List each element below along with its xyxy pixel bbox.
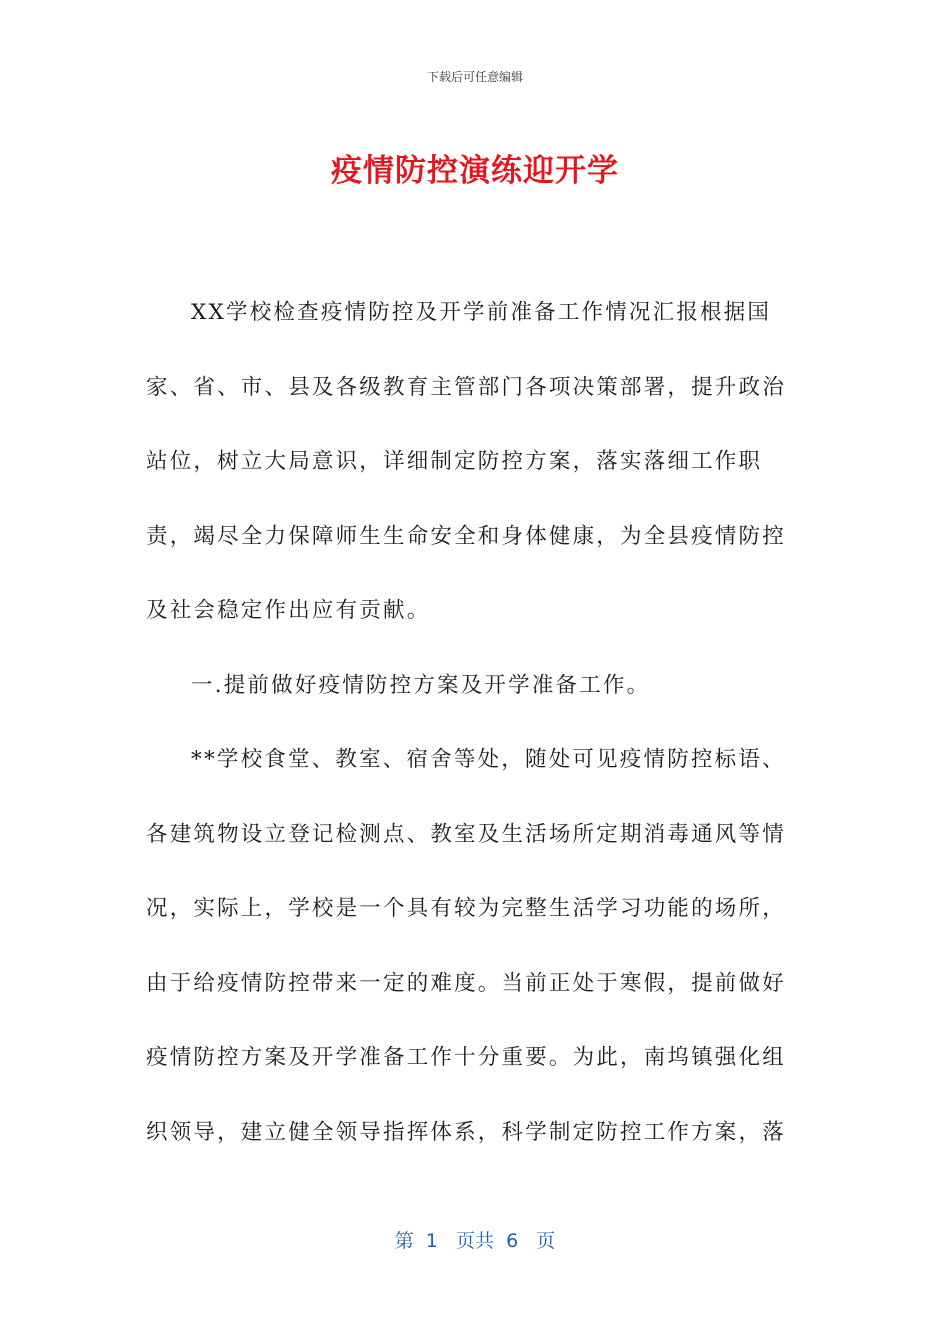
paragraph-detail: **学校食堂、教室、宿舍等处，随处可见疫情防控标语、各建筑物设立登记检测点、教室及生活场所定期消毒通风等情况，实际上，学校是一个具有较为完整生活学习功能的场所，由于给疫情防控带来一定的难度。当前正处于寒假，提前做好疫情防控方案及开学准备工作十分重要。为此，南坞镇强化组织领导，建立健全领导指挥体系，科学制定防控工作方案，落 — [146, 747, 786, 1145]
paragraph-intro: XX学校检查疫情防控及开学前准备工作情况汇报根据国家、省、市、县及各级教育主管部门各项决策部署，提升政治站位，树立大局意识，详细制定防控方案，落实落细工作职责，竭尽全力保障师生生命安全和身体健康，为全县疫情防控及社会稳定作出应有贡献。 — [146, 300, 786, 623]
page-number-footer: 第 1 页共 6 页 — [394, 1230, 556, 1252]
paragraph-section-heading: 一.提前做好疫情防控方案及开学准备工作。 — [191, 672, 651, 698]
header-note: 下载后可任意编辑 — [426, 70, 523, 84]
document-body — [146, 276, 806, 1170]
document-title: 疫情防控演练迎开学 — [331, 153, 619, 189]
